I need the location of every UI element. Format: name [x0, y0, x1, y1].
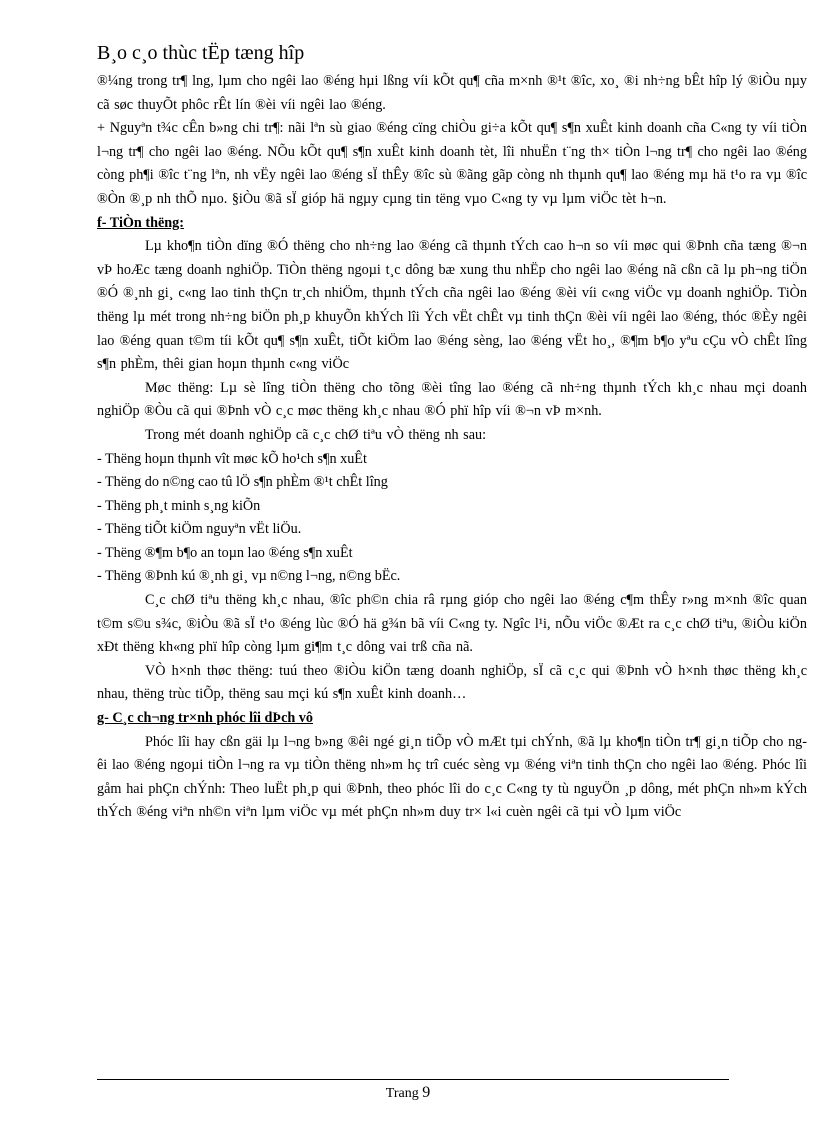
paragraph: ®¼ng trong tr¶ lng, lµm cho ngêi lao ®éng hµi lßng víi kÕt qu¶ cña m×nh ®¹t ®îc, xo¸ ®i nh÷ng bÊt hîp lý ®iÒu nµy cã søc thuyÕt phôc rÊt lín ®èi víi ngêi lao ®éng. [97, 73, 807, 113]
section-heading-g: g- C¸c ch¬ng tr×nh phóc lîi dÞch vô [97, 710, 313, 727]
document-page [97, 40, 807, 825]
page-label: Trang [385, 1086, 419, 1101]
list-item: - Thëng hoµn thµnh vît møc kÕ ho¹ch s¶n xuÊt [97, 450, 367, 467]
paragraph: Trong mét doanh nghiÖp cã c¸c chØ tiªu vÒ thëng nh sau: [145, 426, 487, 443]
paragraph: + Nguyªn t¾c cÊn b»ng chi tr¶: nãi lªn sù giao ®éng cïng chiÒu gi÷a kÕt qu¶ s¶n xuÊt kinh doanh cña C«ng ty víi tiÒn l¬ng tr¶ cho ngêi lao ®éng. NÕu kÕt qu¶ s¶n xuÊt kinh doanh tèt, lîi nhuËn t¨ng th× tiÒn l¬ng tr¶ cho ngêi lao ®éng còng ph¶i ®îc t¨ng lªn, nh vËy ngêi lao ®éng sÏ thÊy ®îc sù ®ãng gãp còng nh thµnh qu¶ lao ®éng mµ hä t¹o ra vµ ®îc ®Òn ®¸p nh thÕ nµo. §iÒu ®ã sÏ gióp hä ngµy cµng tin tëng vµo C«ng ty vµ lµm viÖc tèt h¬n. [97, 120, 807, 207]
paragraph: Phóc lîi hay cßn gäi lµ l¬ng b»ng ®êi ngé gi¸n tiÕp vÒ mÆt tµi chÝnh, ®ã lµ kho¶n tiÒn tr¶ gi¸n tiÕp cho ngêi lao ®éng ngoµi tiÒn l¬ng ra vµ tiÒn thëng nh»m hç trî cuéc sèng vµ ®éng viªn tinh thÇn cho ngêi lao ®éng. Phóc lîi gåm hai phÇn chÝnh: Theo luËt ph¸p qui ®Þnh, theo phóc lîi do c¸c C«ng ty tù nguyÖn ¸p dông, mét phÇn nh»m kÝch thÝch ®éng viªn nh©n viªn lµm viÖc vµ mét phÇn nh»m duy tr× l«i cuèn ngêi cã tµi vÒ lµm viÖc [97, 733, 807, 821]
paragraph: Møc thëng: Lµ sè lîng tiÒn thëng cho tõng ®èi tîng lao ®éng cã nh÷ng thµnh tÝch kh¸c nhau mçi doanh nghiÖp ®Òu cã qui ®Þnh vÒ c¸c møc thëng kh¸c nhau ®Ó phï hîp víi ®¬n vÞ m×nh. [97, 379, 807, 420]
list-item: - Thëng ®Þnh kú ®¸nh gi¸ vµ n©ng l¬ng, n©ng bËc. [97, 568, 401, 585]
footer-divider [97, 1079, 729, 1080]
page-number: 9 [422, 1084, 431, 1101]
list-item: - Thëng tiÕt kiÖm nguyªn vËt liÖu. [97, 521, 302, 538]
section-heading-f: f- TiÒn thëng: [97, 214, 184, 231]
list-item: - Thëng ph¸t minh s¸ng kiÕn [97, 497, 261, 514]
paragraph: C¸c chØ tiªu thëng kh¸c nhau, ®îc ph©n chia râ rµng gióp cho ngêi lao ®éng c¶m thÊy r»ng m×nh ®îc quan t©m s©u s¾c, ®iÒu ®ã sÏ t¹o ®éng lùc ®Ó hä g¾n bã víi C«ng ty. Ngîc l¹i, nÕu viÖc ®Æt ra c¸c chØ tiªu, ®iÒu kiÖn xÐt thëng kh«ng phï hîp còng lµm gi¶m t¸c dông vai trß cña nã. [97, 592, 807, 656]
page-title: B¸o c¸o thùc tËp tæng hîp [97, 42, 305, 64]
paragraph: VÒ h×nh thøc thëng: tuú theo ®iÒu kiÖn tæng doanh nghiÖp, sÏ cã c¸c qui ®Þnh vÒ h×nh thøc thëng kh¸c nhau, thëng trùc tiÕp, thëng sau mçi kú s¶n xuÊt kinh doanh… [97, 662, 807, 703]
page-footer [0, 1084, 816, 1102]
list-item: - Thëng ®¶m b¶o an toµn lao ®éng s¶n xuÊt [97, 544, 353, 561]
bonus-list [97, 448, 807, 590]
paragraph: Lµ kho¶n tiÒn dïng ®Ó thëng cho nh÷ng lao ®éng cã thµnh tÝch cao h¬n so víi møc qui ®Þnh cña tæng ®¬n vÞ hoÆc tæng doanh nghiÖp. TiÒn thëng ngoµi t¸c dông bæ xung thu nhËp cho ngêi lao ®éng nã cßn cã lµ ph¬ng tiÖn ®Ó ®¸nh gi¸ c«ng lao tinh thÇn tr¸ch nhiÖm, thµnh tÝch cña ngêi lao ®éng ®èi víi c«ng viÖc vµ doanh nghiÖp. TiÒn thëng lµ mét trong nh÷ng biÖn ph¸p khuyÕn khÝch lîi Ých vËt chÊt vµ tinh thÇn ®èi víi ngêi lao ®éng, thóc ®Èy ngêi lao ®éng quan t©m tíi kÕt qu¶ s¶n xuÊt, tiÕt kiÖm lao ®éng sèng, lao ®éng vËt ho¸, ®¶m b¶o yªu cÇu vÒ chÊt lîng s¶n phÈm, thêi gian hoµn thµnh c«ng viÖc [97, 238, 807, 373]
list-item: - Thëng do n©ng cao tû lÖ s¶n phÈm ®¹t chÊt lîng [97, 474, 388, 491]
